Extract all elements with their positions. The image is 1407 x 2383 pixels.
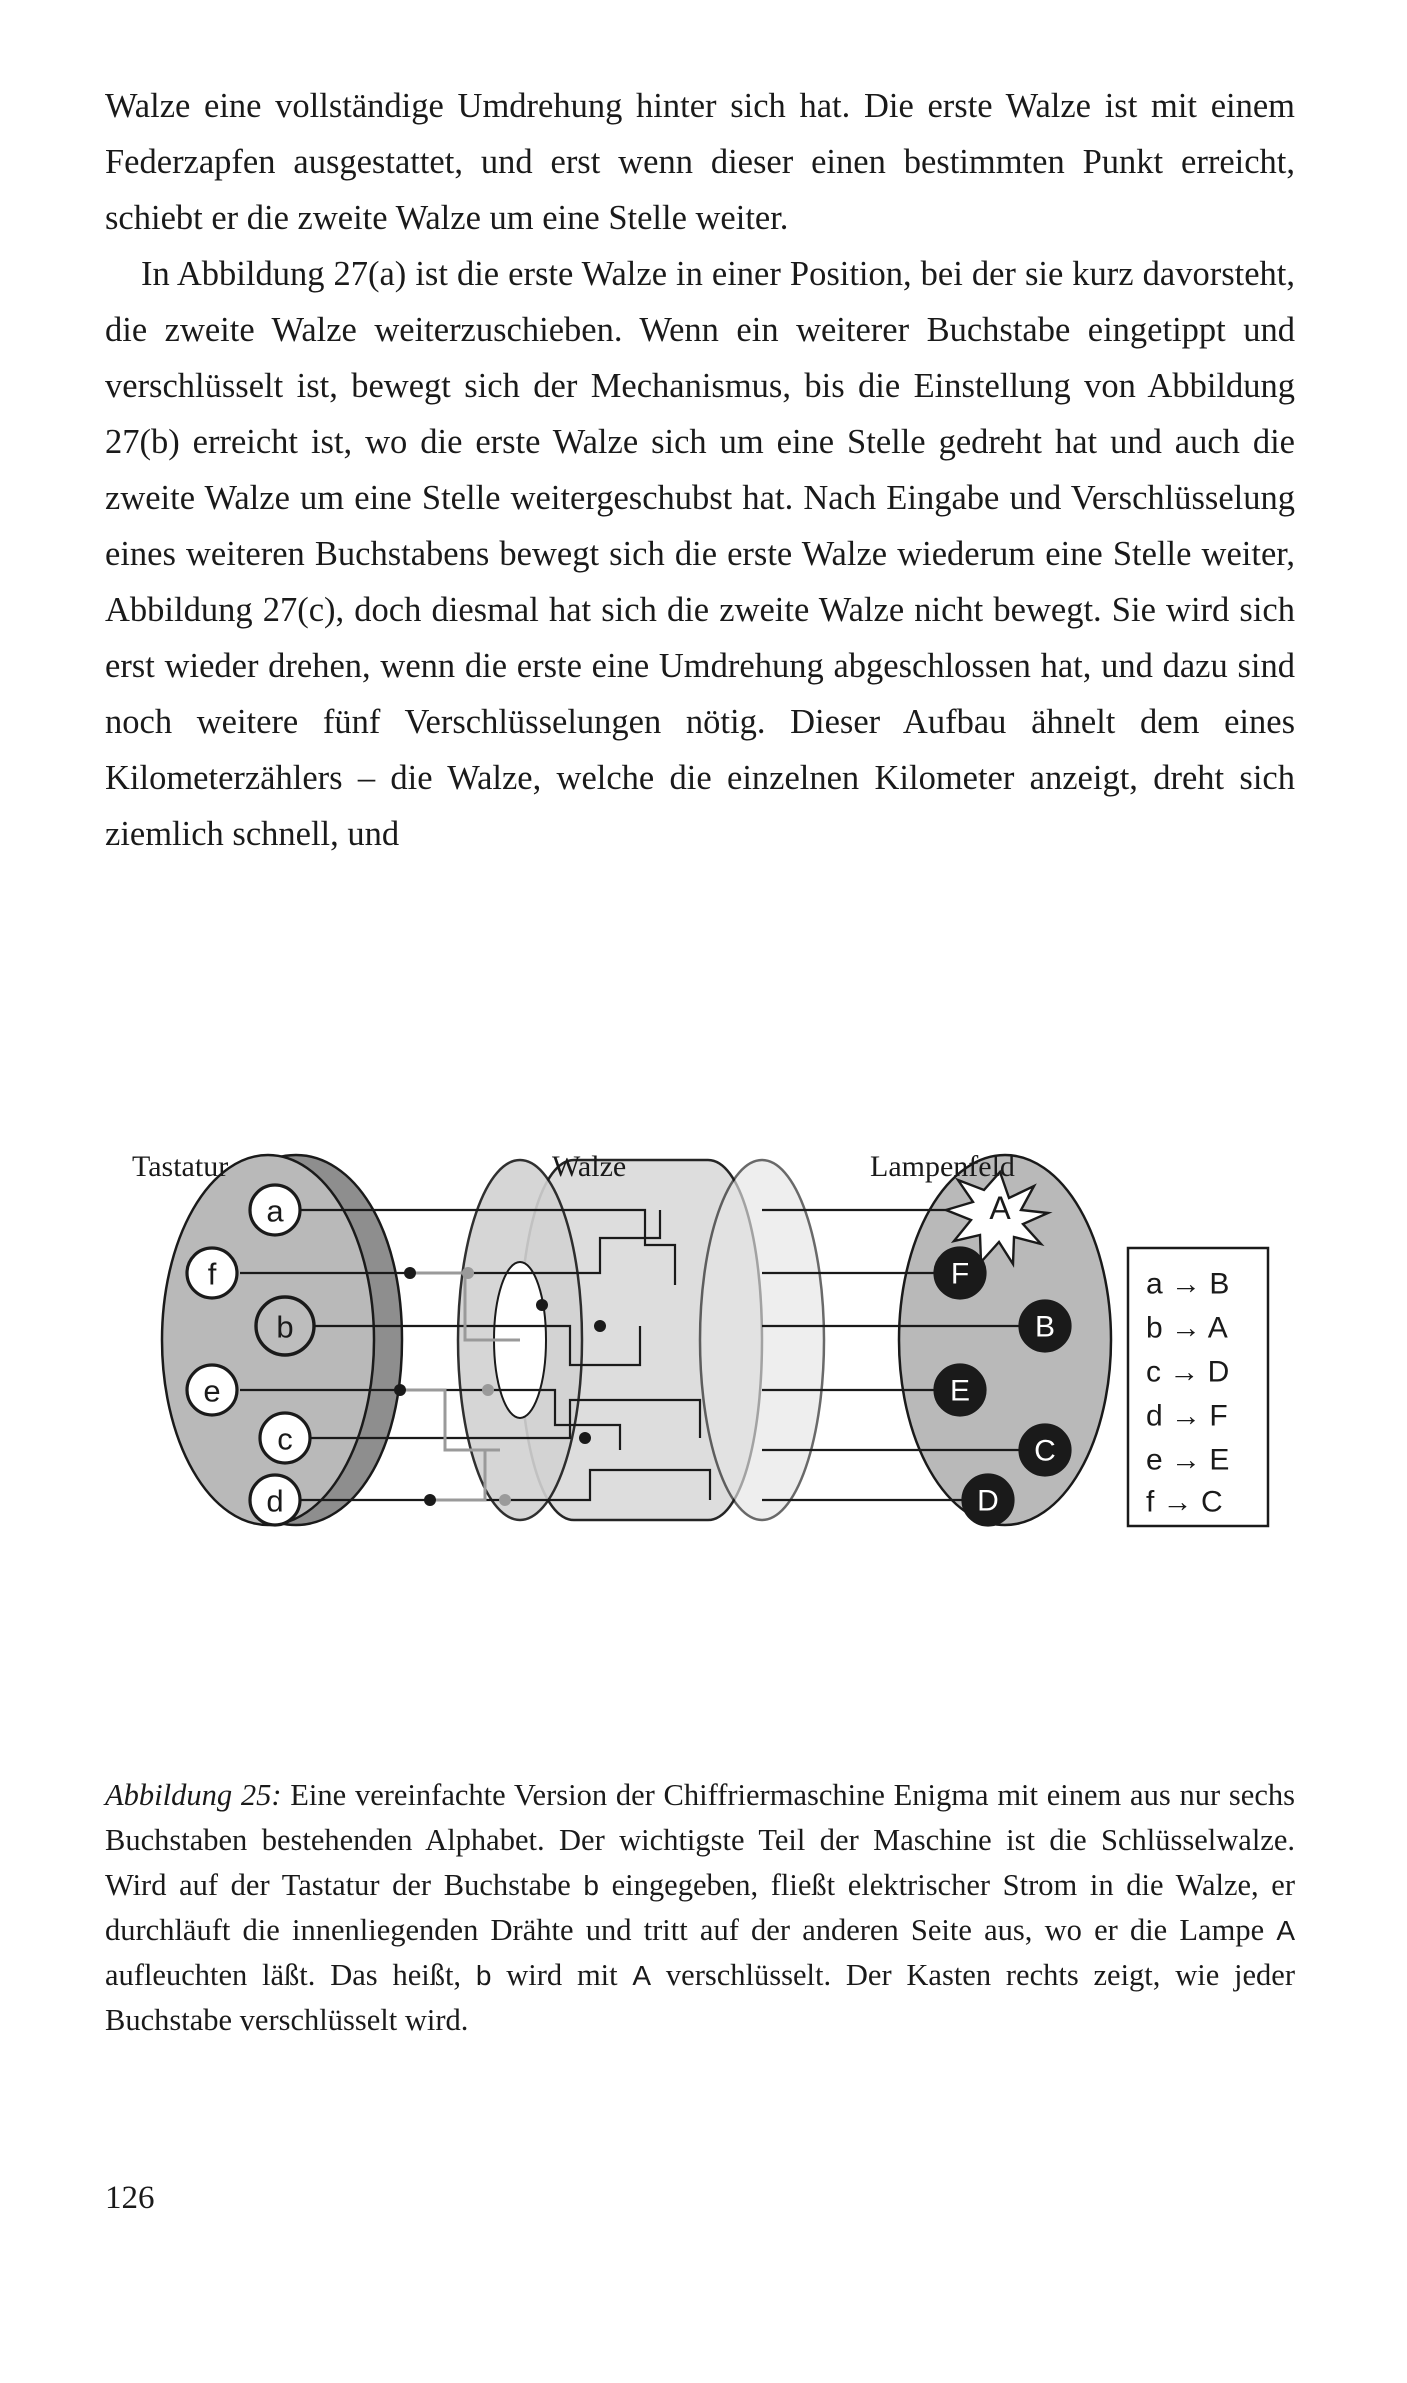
- keyboard-key-label: d: [266, 1483, 284, 1519]
- keyboard-key-label: c: [277, 1421, 293, 1457]
- caption-text-5: verschlüsselt. Der Kasten rechts zeigt, wie jeder Buchstabe verschlüsselt wird.: [105, 1958, 1295, 2037]
- enigma-schematic-svg: [100, 1150, 1315, 1710]
- lamp-E: [935, 1365, 985, 1415]
- keyboard-key-c[interactable]: [260, 1413, 310, 1463]
- mapping-row: e → E: [1146, 1443, 1230, 1477]
- keyboard-key-e[interactable]: [187, 1365, 237, 1415]
- figure-enigma-diagram: [100, 1150, 1315, 1740]
- caption-text-1: Eine vereinfachte Version der Chiffriermaschine Enigma mit einem aus nur sechs Buchstaben bestehenden Alphabet. Der wichtigste Teil der Maschine ist die Schlüsselwalze. Wird auf der Tastatur der Buchstabe: [105, 1778, 1295, 1902]
- lamp-B: [1020, 1301, 1070, 1351]
- figure-label-keyboard: Tastatur: [132, 1150, 229, 1183]
- lamp-label: A: [989, 1190, 1011, 1226]
- mapping-row: d → F: [1146, 1399, 1228, 1433]
- mapping-row: f → C: [1146, 1485, 1223, 1519]
- keyboard-key-a[interactable]: [250, 1185, 300, 1235]
- mapping-box: [1128, 1248, 1268, 1526]
- paragraph-2: In Abbildung 27(a) ist die erste Walze in einer Position, bei der sie kurz davorsteht, die zweite Walze weiterzuschieben. Wenn ein weiterer Buchstabe eingetippt und verschlüsselt ist, bewegt sich der Mechanismus, bis die Einstellung von Abbildung 27(b) erreicht ist, wo die erste Walze sich um eine Stelle gedreht hat und auch die zweite Walze um eine Stelle weitergeschubst hat. Nach Eingabe und Verschlüsselung eines weiteren Buchstabens bewegt sich die erste Walze wiederum eine Stelle weiter, Abbildung 27(c), doch diesmal hat sich die zweite Walze nicht bewegt. Sie wird sich erst wieder drehen, wenn die erste eine Umdrehung abgeschlossen hat, und dazu sind noch weitere fünf Verschlüsselungen nötig. Dieser Aufbau ähnelt dem eines Kilometerzählers – die Walze, welche die einzelnen Kilometer anzeigt, dreht sich ziemlich schnell, und: [105, 255, 1295, 853]
- figure-column-labels: [100, 1150, 1315, 1190]
- keyboard-key-label: a: [266, 1193, 284, 1229]
- mapping-row: c → D: [1146, 1355, 1230, 1389]
- caption-text-3: aufleuchten läßt. Das heißt,: [105, 1958, 476, 1992]
- mapping-row: a → B: [1146, 1267, 1230, 1301]
- lamp-label: C: [1034, 1434, 1056, 1468]
- body-text: [105, 78, 1295, 862]
- lamp-label: B: [1034, 1310, 1056, 1344]
- caption-letter-A2: A: [632, 1960, 652, 1991]
- caption-label: Abbildung 25:: [105, 1778, 282, 1812]
- paragraph-1: Walze eine vollständige Umdrehung hinter sich hat. Die erste Walze ist mit einem Federzapfen ausgestattet, und erst wenn dieser einen bestimmten Punkt erreicht, schiebt er die zweite Walze um eine Stelle weiter.: [105, 87, 1295, 237]
- figure-label-rotor: Walze: [552, 1150, 627, 1183]
- lamp-C: [1020, 1425, 1070, 1475]
- figure-caption: [105, 1773, 1295, 2043]
- keyboard-key-f[interactable]: [187, 1248, 237, 1298]
- page-number: 126: [105, 2180, 155, 2216]
- caption-text-2: eingegeben, fließt elektrischer Strom in die Walze, er durchläuft die innenliegenden Drähte und tritt auf der anderen Seite aus, wo er die Lampe: [105, 1868, 1295, 1947]
- lamp-F: [935, 1248, 985, 1298]
- keyboard-key-label: b: [276, 1309, 294, 1345]
- keyboard-key-d[interactable]: [250, 1475, 300, 1525]
- keyboard-key-label: e: [203, 1373, 221, 1409]
- lamp-D: [963, 1475, 1013, 1525]
- keyboard-key-b[interactable]: [256, 1297, 314, 1355]
- keyboard-key-label: f: [207, 1256, 217, 1292]
- lamp-label: D: [977, 1484, 999, 1518]
- lamp-label: F: [950, 1257, 970, 1291]
- figure-label-lampboard: Lampenfeld: [870, 1150, 1015, 1183]
- caption-letter-b: b: [583, 1870, 599, 1901]
- mapping-row: b → A: [1146, 1311, 1228, 1345]
- caption-letter-A: A: [1276, 1915, 1295, 1946]
- caption-letter-b2: b: [475, 1960, 492, 1991]
- caption-text-4: wird mit: [491, 1958, 633, 1992]
- lamp-label: E: [949, 1374, 971, 1408]
